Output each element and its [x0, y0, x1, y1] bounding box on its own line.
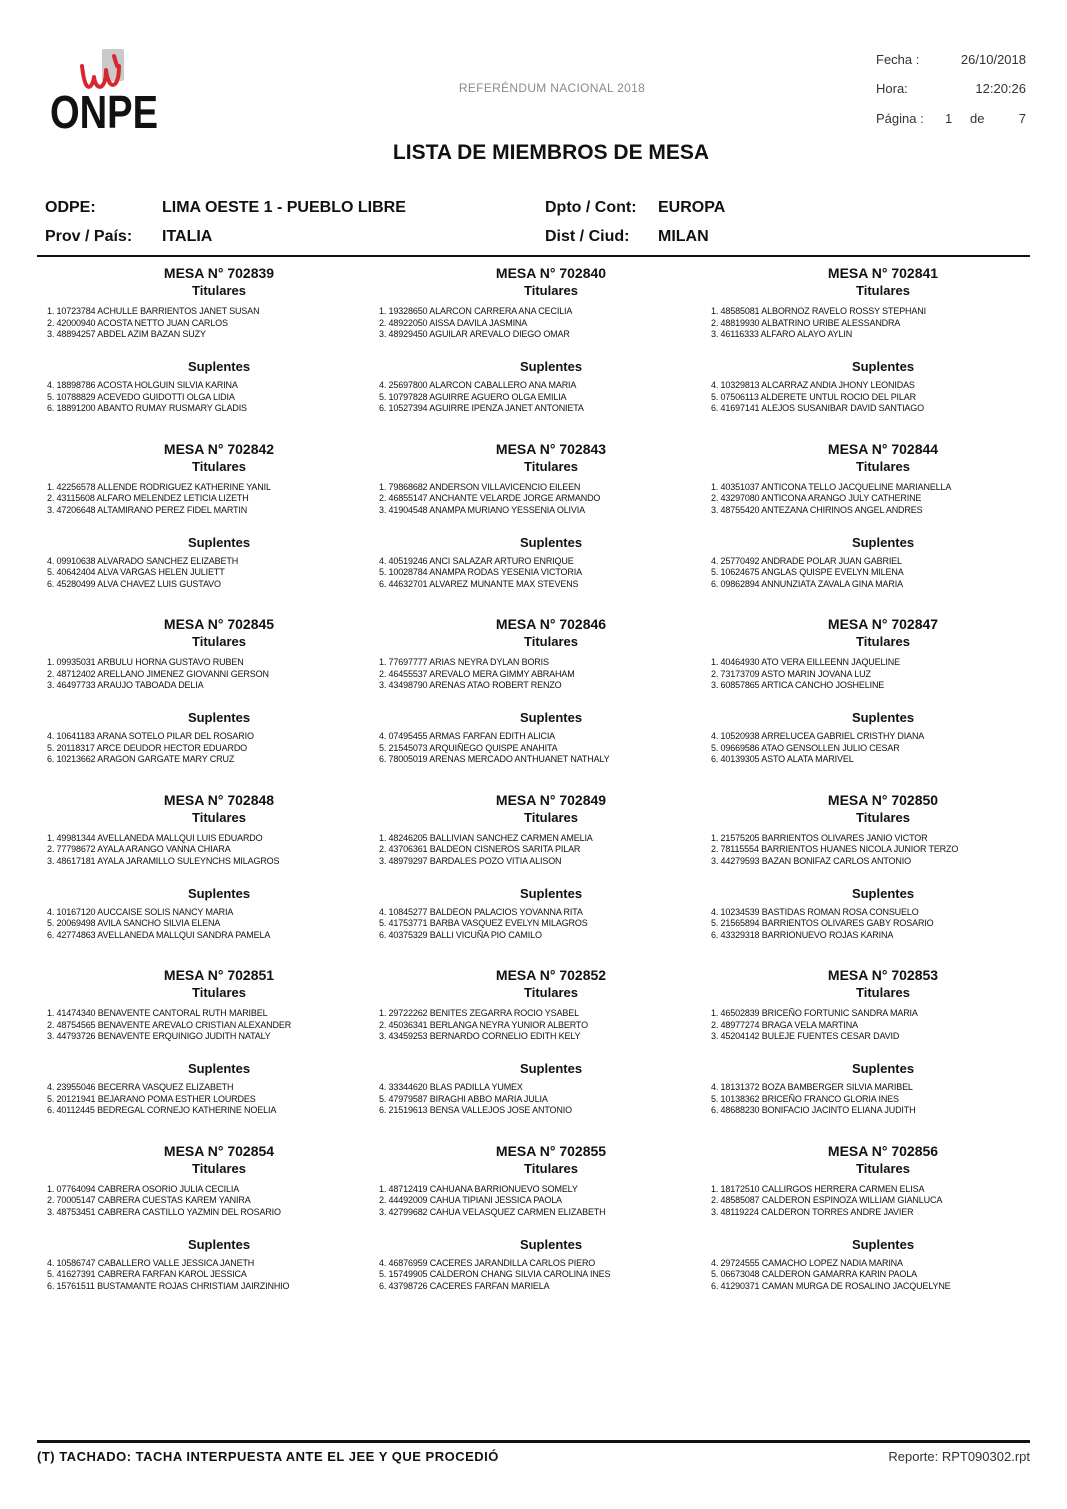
mesa-number: MESA N° 702843	[495, 440, 607, 457]
mesa-number: MESA N° 702846	[495, 616, 607, 633]
suplentes-list	[47, 1258, 289, 1293]
titular-member: 1. 77697777 ARIAS NEYRA DYLAN BORIS	[379, 657, 549, 668]
suplente-member: 5. 10797828 AGUIRRE AGUERO OLGA EMILIA	[379, 391, 567, 402]
suplente-member: 5. 20069498 AVILA SANCHO SILVIA ELENA	[47, 918, 221, 929]
mesa-number: MESA N° 702840	[495, 265, 607, 281]
suplentes-list	[47, 1082, 276, 1117]
titulares-label: Titulares	[856, 809, 910, 825]
titular-member: 2. 77798672 AYALA ARANGO VANNA CHIARA	[47, 844, 231, 855]
mesa-number: MESA N° 702848	[163, 791, 275, 808]
suplentes-label: Suplentes	[851, 885, 915, 901]
titulares-label: Titulares	[192, 283, 246, 298]
titular-member: 1. 49981344 AVELLANEDA MALLQUI LUIS EDUARDO	[47, 832, 263, 843]
mesa-block	[711, 792, 1043, 968]
page-title: LISTA DE MIEMBROS DE MESA	[392, 141, 710, 164]
pagina-number: 1	[945, 111, 953, 126]
titular-member: 2. 44492009 CAHUA TIPIANI JESSICA PAOLA	[379, 1195, 562, 1206]
suplente-member: 6. 45280499 ALVA CHAVEZ LUIS GUSTAVO	[47, 578, 221, 589]
mesa-number: MESA N° 702853	[827, 967, 939, 984]
suplente-member: 5. 20121941 BEJARANO POMA ESTHER LOURDES	[47, 1093, 256, 1104]
titular-member: 1. 48712419 CAHUANA BARRIONUEVO SOMELY	[379, 1183, 578, 1194]
suplente-member: 6. 44632701 ALVAREZ MUNANTE MAX STEVENS	[379, 578, 579, 589]
titular-member: 3. 43459253 BERNARDO CORNELIO EDITH KELY	[379, 1031, 581, 1042]
titulares-label: Titulares	[524, 985, 578, 1001]
suplentes-label: Suplentes	[519, 885, 583, 901]
odpe-label: ODPE:	[45, 199, 96, 216]
titular-member: 1. 10723784 ACHULLE BARRIENTOS JANET SUSAN	[47, 306, 260, 316]
mesa-block	[47, 792, 379, 968]
titulares-label: Titulares	[524, 283, 578, 298]
mesa-block	[711, 616, 1043, 792]
suplente-member: 6. 15761511 BUSTAMANTE ROJAS CHRISTIAM JAIRZINHIO	[47, 1280, 290, 1291]
suplente-member: 6. 48688230 BONIFACIO JACINTO ELIANA JUDITH	[711, 1105, 916, 1116]
suplentes-list	[711, 556, 904, 591]
titular-member: 2. 48977274 BRAGA VELA MARTINA	[711, 1019, 858, 1030]
titular-member: 1. 18172510 CALLIRGOS HERRERA CARMEN ELISA	[711, 1183, 925, 1194]
titular-member: 1. 41474340 BENAVENTE CANTORAL RUTH MARIBEL	[47, 1008, 268, 1019]
titulares-label: Titulares	[856, 1160, 910, 1176]
titulares-label: Titulares	[192, 809, 246, 825]
mesa-number: MESA N° 702851	[163, 967, 275, 984]
suplentes-label: Suplentes	[187, 710, 251, 726]
titulares-list	[379, 833, 593, 868]
suplente-member: 4. 10586747 CABALLERO VALLE JESSICA JANETH	[47, 1257, 255, 1268]
titular-member: 3. 48753451 CABRERA CASTILLO YAZMIN DEL ROSARIO	[47, 1206, 281, 1217]
suplentes-label: Suplentes	[519, 359, 583, 374]
fecha-label: Fecha :	[876, 52, 920, 67]
suplente-member: 4. 10641183 ARANA SOTELO PILAR DEL ROSARIO	[47, 731, 254, 742]
titular-member: 3. 48755420 ANTEZANA CHIRINOS ANGEL ANDRES	[711, 504, 923, 515]
titulares-label: Titulares	[524, 634, 578, 650]
titulares-list	[711, 657, 900, 692]
titulares-list	[47, 657, 269, 692]
suplente-member: 5. 10138362 BRICEÑO FRANCO GLORIA INES	[711, 1093, 899, 1104]
titular-member: 3. 47206648 ALTAMIRANO PEREZ FIDEL MARTIN	[47, 504, 248, 515]
titular-member: 3. 45204142 BULEJE FUENTES CESAR DAVID	[711, 1031, 900, 1042]
footer-note: (T) TACHADO: TACHA INTERPUESTA ANTE EL JEE Y QUE PROCEDIÓ	[37, 1449, 499, 1464]
suplente-member: 6. 41290371 CAMAN MURGA DE ROSALINO JACQUELYNE	[711, 1280, 951, 1291]
suplente-member: 6. 40112445 BEDREGAL CORNEJO KATHERINE NOELIA	[47, 1105, 277, 1116]
suplentes-label: Suplentes	[851, 1061, 915, 1077]
footer-rule	[37, 1440, 1030, 1443]
titulares-list	[47, 833, 279, 868]
titular-member: 2. 48922050 AISSA DAVILA JASMINA	[379, 317, 528, 328]
titular-member: 2. 43297080 ANTICONA ARANGO JULY CATHERINE	[711, 493, 922, 504]
titulares-label: Titulares	[192, 1160, 246, 1176]
suplente-member: 4. 25770492 ANDRADE POLAR JUAN GABRIEL	[711, 555, 902, 566]
titulares-list	[47, 1184, 281, 1219]
suplente-member: 4. 18898786 ACOSTA HOLGUIN SILVIA KARINA	[47, 380, 238, 390]
mesa-number: MESA N° 702842	[163, 440, 275, 457]
suplentes-list	[711, 1258, 951, 1293]
suplente-member: 5. 06673048 CALDERON GAMARRA KARIN PAOLA	[711, 1269, 917, 1280]
suplentes-list	[379, 1258, 610, 1293]
dist-value: MILAN	[658, 228, 709, 245]
titular-member: 1. 40351037 ANTICONA TELLO JACQUELINE MARIANELLA	[711, 481, 952, 492]
suplente-member: 4. 10845277 BALDEON PALACIOS YOVANNA RITA	[379, 906, 583, 917]
suplentes-list	[47, 731, 254, 766]
titular-member: 3. 48119224 CALDERON TORRES ANDRE JAVIER	[711, 1206, 914, 1217]
suplente-member: 5. 41753771 BARBA VASQUEZ EVELYN MILAGROS	[379, 918, 588, 929]
titulares-list	[47, 1008, 291, 1043]
suplente-member: 4. 10167120 AUCCAISE SOLIS NANCY MARIA	[47, 906, 234, 917]
mesa-block	[47, 616, 379, 792]
suplente-member: 4. 07495455 ARMAS FARFAN EDITH ALICIA	[379, 731, 556, 742]
suplente-member: 4. 25697800 ALARCON CABALLERO ANA MARIA	[379, 380, 577, 390]
suplentes-label: Suplentes	[519, 1236, 583, 1252]
titular-member: 2. 42000940 ACOSTA NETTO JUAN CARLOS	[47, 317, 228, 328]
pagina-label: Página :	[876, 111, 924, 126]
header-rule	[37, 255, 1030, 257]
hora-label: Hora:	[876, 81, 908, 96]
suplente-member: 5. 40642404 ALVA VARGAS HELEN JULIETT	[47, 567, 225, 578]
suplente-member: 4. 10520938 ARRELUCEA GABRIEL CRISTHY DIANA	[711, 731, 925, 742]
titular-member: 1. 19328650 ALARCON CARRERA ANA CECILIA	[379, 306, 573, 316]
suplentes-label: Suplentes	[187, 1061, 251, 1077]
titulares-label: Titulares	[524, 1160, 578, 1176]
titulares-list	[47, 482, 271, 517]
titular-member: 3. 60857865 ARTICA CANCHO JOSHELINE	[711, 680, 885, 691]
suplente-member: 4. 29724555 CAMACHO LOPEZ NADIA MARINA	[711, 1257, 903, 1268]
dpto-value: EUROPA	[658, 199, 726, 216]
suplente-member: 6. 10213662 ARAGON GARGATE MARY CRUZ	[47, 754, 235, 765]
mesa-number: MESA N° 702852	[495, 967, 607, 984]
suplentes-list	[379, 907, 588, 942]
mesa-number: MESA N° 702839	[163, 265, 275, 281]
suplentes-label: Suplentes	[187, 359, 251, 374]
mesa-block	[379, 265, 711, 441]
suplentes-list	[47, 556, 238, 591]
titular-member: 3. 42799682 CAHUA VELASQUEZ CARMEN ELIZABETH	[379, 1206, 606, 1217]
suplente-member: 6. 40375329 BALLI VICUÑA PIO CAMILO	[379, 929, 542, 940]
mesa-block	[47, 967, 379, 1143]
suplentes-list	[379, 731, 610, 766]
suplentes-list	[379, 380, 584, 415]
election-name: REFERÉNDUM NACIONAL 2018	[458, 81, 646, 95]
mesa-block	[379, 1143, 711, 1319]
titular-member: 1. 07764094 CABRERA OSORIO JULIA CECILIA	[47, 1183, 240, 1194]
suplentes-label: Suplentes	[851, 710, 915, 726]
titular-member: 1. 21575205 BARRIENTOS OLIVARES JANIO VICTOR	[711, 832, 928, 843]
suplente-member: 4. 18131372 BOZA BAMBERGER SILVIA MARIBEL	[711, 1082, 913, 1093]
suplentes-label: Suplentes	[519, 1061, 583, 1077]
titulares-list	[711, 1008, 918, 1043]
suplentes-label: Suplentes	[851, 1236, 915, 1252]
mesa-block	[47, 265, 379, 441]
fecha-value: 26/10/2018	[960, 52, 1026, 67]
dpto-label: Dpto / Cont:	[545, 199, 637, 216]
suplentes-label: Suplentes	[187, 534, 251, 550]
titular-member: 2. 46855147 ANCHANTE VELARDE JORGE ARMANDO	[379, 493, 601, 504]
suplente-member: 4. 09910638 ALVARADO SANCHEZ ELIZABETH	[47, 555, 239, 566]
suplente-member: 4. 23955046 BECERRA VASQUEZ ELIZABETH	[47, 1082, 234, 1093]
titular-member: 3. 43498790 ARENAS ATAO ROBERT RENZO	[379, 680, 562, 691]
suplentes-label: Suplentes	[187, 1236, 251, 1252]
titulares-label: Titulares	[856, 634, 910, 650]
mesa-grid	[47, 265, 1043, 1319]
suplente-member: 5. 10028784 ANAMPA RODAS YESENIA VICTORIA	[379, 567, 582, 578]
suplentes-list	[379, 556, 582, 591]
titular-member: 3. 46116333 ALFARO ALAYO AYLIN	[711, 329, 853, 339]
hora-value: 12:20:26	[975, 81, 1026, 96]
titulares-label: Titulares	[856, 283, 910, 298]
mesa-block	[379, 616, 711, 792]
titulares-label: Titulares	[524, 809, 578, 825]
report-id: Reporte: RPT090302.rpt	[888, 1449, 1030, 1464]
mesa-block	[711, 265, 1043, 441]
titular-member: 3. 46497733 ARAUJO TABOADA DELIA	[47, 680, 204, 691]
suplente-member: 5. 09669586 ATAO GENSOLLEN JULIO CESAR	[711, 742, 900, 753]
titular-member: 3. 44279593 BAZAN BONIFAZ CARLOS ANTONIO	[711, 855, 911, 866]
mesa-block	[379, 967, 711, 1143]
suplentes-list	[711, 907, 934, 942]
suplente-member: 5. 20118317 ARCE DEUDOR HECTOR EDUARDO	[47, 742, 248, 753]
titular-member: 1. 29722262 BENITES ZEGARRA ROCIO YSABEL	[379, 1008, 579, 1019]
suplente-member: 4. 40519246 ANCI SALAZAR ARTURO ENRIQUE	[379, 555, 574, 566]
suplente-member: 4. 10234539 BASTIDAS ROMAN ROSA CONSUELO	[711, 906, 919, 917]
suplente-member: 6. 09862894 ANNUNZIATA ZAVALA GINA MARIA	[711, 578, 903, 589]
suplente-member: 5. 41627391 CABRERA FARFAN KAROL JESSICA	[47, 1269, 247, 1280]
titulares-list	[711, 482, 951, 517]
titulares-label: Titulares	[192, 985, 246, 1001]
suplentes-list	[379, 1082, 572, 1117]
titulares-list	[379, 657, 575, 692]
titulares-list	[711, 833, 958, 868]
suplente-member: 6. 10527394 AGUIRRE IPENZA JANET ANTONIETA	[379, 403, 584, 413]
suplente-member: 4. 33344620 BLAS PADILLA YUMEX	[379, 1082, 523, 1093]
suplente-member: 5. 15749905 CALDERON CHANG SILVIA CAROLINA INES	[379, 1269, 611, 1280]
titular-member: 2. 43706361 BALDEON CISNEROS SARITA PILAR	[379, 844, 581, 855]
mesa-block	[47, 441, 379, 617]
mesa-number: MESA N° 702850	[827, 791, 939, 808]
suplente-member: 6. 78005019 ARENAS MERCADO ANTHUANET NATHALY	[379, 754, 610, 765]
titular-member: 2. 48754565 BENAVENTE AREVALO CRISTIAN ALEXANDER	[47, 1019, 292, 1030]
mesa-number: MESA N° 702844	[827, 440, 939, 457]
titular-member: 2. 73173709 ASTO MARIN JOVANA LUZ	[711, 668, 871, 679]
pagina-de-label: de	[970, 111, 985, 126]
titular-member: 1. 48585081 ALBORNOZ RAVELO ROSSY STEPHANI	[711, 306, 926, 316]
suplente-member: 6. 18891200 ABANTO RUMAY RUSMARY GLADIS	[47, 403, 247, 413]
suplente-member: 6. 43798726 CACERES FARFAN MARIELA	[379, 1280, 550, 1291]
titular-member: 2. 78115554 BARRIENTOS HUANES NICOLA JUNIOR TERZO	[711, 844, 959, 855]
odpe-value: LIMA OESTE 1 - PUEBLO LIBRE	[162, 199, 406, 216]
titulares-label: Titulares	[192, 634, 246, 650]
mesa-block	[379, 792, 711, 968]
suplente-member: 4. 46876959 CACERES JARANDILLA CARLOS PIERO	[379, 1257, 596, 1268]
titular-member: 2. 48819930 ALBATRINO URIBE ALESSANDRA	[711, 317, 901, 328]
titular-member: 2. 48585087 CALDERON ESPINOZA WILLIAM GIANLUCA	[711, 1195, 943, 1206]
pagina-total: 7	[1018, 111, 1026, 126]
titular-member: 3. 48617181 AYALA JARAMILLO SULEYNCHS MILAGROS	[47, 855, 280, 866]
suplente-member: 6. 42774863 AVELLANEDA MALLQUI SANDRA PAMELA	[47, 929, 271, 940]
mesa-block	[711, 967, 1043, 1143]
suplente-member: 4. 10329813 ALCARRAZ ANDIA JHONY LEONIDAS	[711, 380, 915, 390]
titulares-label: Titulares	[192, 458, 246, 474]
titular-member: 3. 48894257 ABDEL AZIM BAZAN SUZY	[47, 329, 206, 339]
titular-member: 3. 48929450 AGUILAR AREVALO DIEGO OMAR	[379, 329, 570, 339]
titular-member: 1. 79868682 ANDERSON VILLAVICENCIO EILEEN	[379, 481, 581, 492]
mesa-number: MESA N° 702841	[827, 265, 939, 281]
suplentes-label: Suplentes	[519, 710, 583, 726]
titular-member: 2. 46455537 AREVALO MERA GIMMY ABRAHAM	[379, 668, 575, 679]
titular-member: 2. 45036341 BERLANGA NEYRA YUNIOR ALBERTO	[379, 1019, 588, 1030]
mesa-block	[379, 441, 711, 617]
titular-member: 2. 48712402 ARELLANO JIMENEZ GIOVANNI GERSON	[47, 668, 269, 679]
titulares-list	[379, 1184, 606, 1219]
titular-member: 1. 42256578 ALLENDE RODRIGUEZ KATHERINE YANIL	[47, 481, 271, 492]
suplentes-label: Suplentes	[187, 885, 251, 901]
mesa-number: MESA N° 702849	[495, 791, 607, 808]
mesa-number: MESA N° 702847	[827, 616, 939, 633]
mesa-number: MESA N° 702845	[163, 616, 275, 633]
suplentes-list	[711, 1082, 915, 1117]
titulares-list	[47, 306, 259, 341]
titular-member: 2. 70005147 CABRERA CUESTAS KAREM YANIRA	[47, 1195, 251, 1206]
prov-label: Prov / País:	[45, 228, 133, 245]
mesa-number: MESA N° 702856	[827, 1142, 939, 1159]
suplentes-list	[47, 907, 270, 942]
suplentes-label: Suplentes	[851, 534, 915, 550]
mesa-number: MESA N° 702855	[495, 1142, 607, 1159]
mesa-block	[47, 1143, 379, 1319]
prov-value: ITALIA	[162, 228, 213, 245]
titular-member: 1. 46502839 BRICEÑO FORTUNIC SANDRA MARIA	[711, 1008, 918, 1019]
dist-label: Dist / Ciud:	[545, 228, 630, 245]
titular-member: 3. 41904548 ANAMPA MURIANO YESSENIA OLIVIA	[379, 504, 585, 515]
logo-text: ONPE	[50, 86, 158, 136]
suplente-member: 5. 21545073 ARQUIÑEGO QUISPE ANAHITA	[379, 742, 558, 753]
suplente-member: 5. 07506113 ALDERETE UNTUL ROCIO DEL PILAR	[711, 391, 916, 402]
titulares-list	[711, 306, 926, 341]
onpe-logo	[44, 44, 168, 136]
titulares-label: Titulares	[856, 985, 910, 1001]
suplente-member: 5. 10788829 ACEVEDO GUIDOTTI OLGA LIDIA	[47, 391, 235, 402]
suplentes-label: Suplentes	[519, 534, 583, 550]
titulares-list	[379, 306, 572, 341]
suplentes-label: Suplentes	[851, 359, 915, 374]
titular-member: 1. 40464930 ATO VERA EILLEENN JAQUELINE	[711, 657, 900, 668]
suplentes-list	[711, 731, 924, 766]
suplentes-list	[711, 380, 924, 415]
titulares-list	[379, 482, 600, 517]
mesa-block	[711, 441, 1043, 617]
suplente-member: 6. 21519613 BENSA VALLEJOS JOSE ANTONIO	[379, 1105, 572, 1116]
suplente-member: 6. 43329318 BARRIONUEVO ROJAS KARINA	[711, 929, 894, 940]
titular-member: 2. 43115608 ALFARO MELENDEZ LETICIA LIZETH	[47, 493, 249, 504]
titulares-label: Titulares	[856, 458, 910, 474]
titular-member: 1. 09935031 ARBULU HORNA GUSTAVO RUBEN	[47, 657, 244, 668]
suplente-member: 5. 10624675 ANGLAS QUISPE EVELYN MILENA	[711, 567, 904, 578]
titulares-list	[711, 1184, 942, 1219]
suplente-member: 5. 21565894 BARRIENTOS OLIVARES GABY ROSARIO	[711, 918, 934, 929]
titular-member: 1. 48246205 BALLIVIAN SANCHEZ CARMEN AMELIA	[379, 832, 593, 843]
suplente-member: 6. 41697141 ALEJOS SUSANIBAR DAVID SANTIAGO	[711, 403, 924, 413]
mesa-number: MESA N° 702854	[163, 1142, 275, 1159]
suplente-member: 6. 40139305 ASTO ALATA MARIVEL	[711, 754, 854, 765]
titular-member: 3. 48979297 BARDALES POZO VITIA ALISON	[379, 855, 562, 866]
titular-member: 3. 44793726 BENAVENTE ERQUINIGO JUDITH NATALY	[47, 1031, 271, 1042]
mesa-block	[711, 1143, 1043, 1319]
titulares-label: Titulares	[524, 458, 578, 474]
suplentes-list	[47, 380, 247, 415]
suplente-member: 5. 47979587 BIRAGHI ABBO MARIA JULIA	[379, 1093, 548, 1104]
titulares-list	[379, 1008, 588, 1043]
